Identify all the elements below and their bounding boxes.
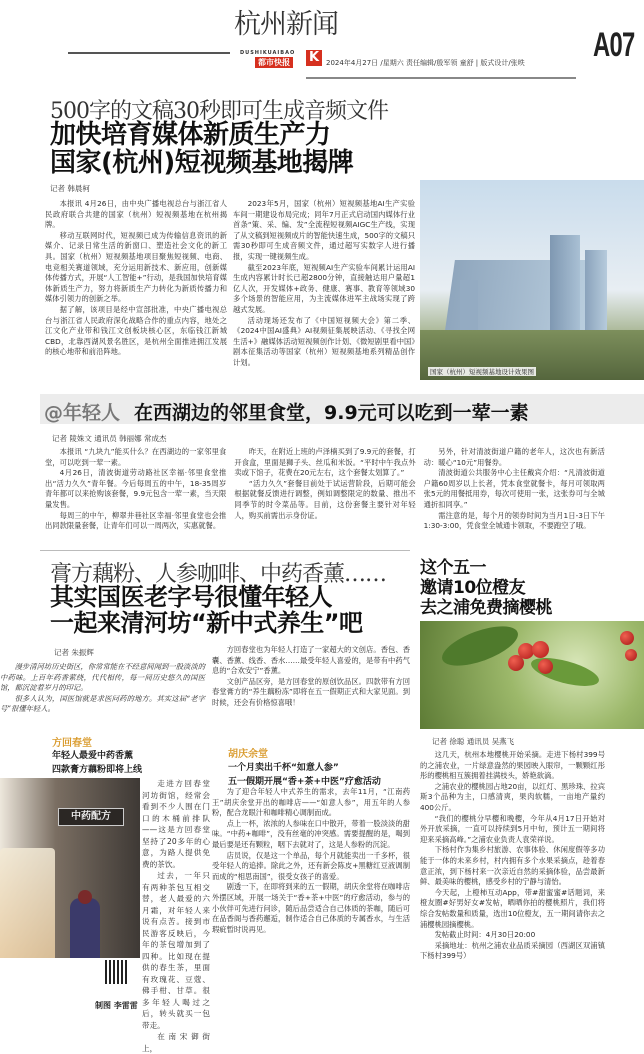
subheading: 四款膏方藕粉即将上线 [52, 765, 143, 775]
topic-tag: @年轻人 [44, 402, 121, 424]
paragraph: 走进方回春堂河坊街馆，经常会看到不少人围在门口的木桶前排队——这是方回春堂坚持了20多年的心意，为路人提供免费的茶饮。 [142, 779, 210, 869]
paragraph: 每周三的中午，柳翠井巷社区幸福·邻里食堂也会推出同款限量套餐，让青年们可以一周两次，实惠就餐。 [45, 510, 227, 531]
headline: 去之浦免费摘樱桃 [420, 598, 552, 618]
intro [0, 662, 205, 715]
paragraph: 下杨村作为集乡村旅游、农事体验、休闲度假等多功能于一体的未来乡村，村内拥有多个水果采摘点，趁着春意正浓，到下杨村来一次亲近自然的采摘体验，品尝最新鲜、最美味的樱桃，感受乡村的宁静与清怡。 [420, 845, 605, 887]
photo-caption: 国家（杭州）短视频基地设计效果图 [430, 368, 534, 376]
paragraph: 移动互联网时代，短视频已成为传输信息资讯的新媒介、记录日常生活的新窗口、塑造社会文化的新工具。国家（杭州）短视频基地项目聚焦短视频、电商、电竞相关赛道领域，充分运用新技术、新应用，创新媒体传播方式，开展“人工智能+”行动，是我国加快培育媒体新质生产力，努力将新质生产力转化为新质传播力和媒体引领力的创新之举。 [45, 230, 227, 304]
paragraph: 剧透一下，在即将到来的五一假期，胡庆余堂将在咖啡店外摆区域，开展一场关于“香+茶+中医”的疗愈活动，参与的小伙伴可先进行问诊，随后品尝适合自己体质的茶咖，随后可在品香阁与香药邂逅，制作适合自己体质的专属香水，与生活瑕疵暂时说再见。 [212, 882, 410, 934]
paragraph: 为了迎合年轻人中式养生的需求，去年11月，“江南药王”胡庆余堂开出的咖啡店——“如意人参”，用五年的人参粉，配合龙眼汁和咖啡精心调制而成。 [212, 787, 410, 818]
paragraph: “活力久久”套餐目前处于试运营阶段，后期可能会根据就餐反馈进行调整，例如调整限定的数量、推出不同季节的时令菜品等。目前，这份套餐主要针对年轻人，购买前需出示身份证。 [234, 478, 416, 520]
headline: 这个五一 [420, 558, 486, 578]
tcm-shop-photo [0, 778, 140, 996]
paragraph: 漫步清河坊历史街区，你常常能在不经意间闻到一股淡淡的中药味。上百年药香萦绕，代代相传，每一间历史悠久的国医馆，都沉淀着岁月的印记。 [0, 662, 205, 693]
divider [40, 550, 410, 551]
byline: 记者 朱振辉 [54, 648, 94, 657]
logo-cn: 都市快报 [255, 57, 293, 68]
section-label: 方回春堂 [52, 738, 92, 749]
paragraph: 文创产品区旁，是方回春堂的原创饮品区。四款带有方回春堂膏方的“养生藕粉冻”即将在五一假期正式和大家见面。到时候，还会有价格惊喜哦！ [212, 676, 410, 707]
kicker: 500字的文稿30秒即可生成音频文件 [50, 99, 388, 124]
paragraph: 采摘地址：杭州之浦农业品质采摘园（西湖区双浦镇下杨村399号） [420, 940, 605, 961]
paragraph: 需注意的是，每个月的领券时间为当月1日-3日下午1:30-3:00，凭食堂全城通卡领取，不要跑空了哦。 [423, 510, 605, 531]
paragraph: 2023年5月，国家（杭州）短视频基地AI生产实验车间一期建设布局完成；同年7月正式启动国内媒体行业首条“策、采、编、发”全流程短视频AIGC生产线，实现了从文稿到短视频成片的智能快速生成，500字的文稿只需30秒即可生成音频文件，通过超写实数字人进行播报，实现一键视频生成。 [233, 199, 415, 261]
paragraph: 方回春堂也为年轻人打造了一家超大的文创店。香包、香囊、香薰、线香、香水……最受年轻人喜爱的，是带有中药气息的“合欢安宁”香薰。 [212, 645, 410, 676]
paragraph: 本报讯 4月26日，由中央广播电视总台与浙江省人民政府联合共建的国家（杭州）短视频基地在杭州揭牌。 [45, 199, 227, 230]
divider [68, 52, 230, 54]
paragraph: 4月26日，清波街道劳动路社区幸福·邻里食堂推出“活力久久”青年餐。今后每周五的中午，18-35周岁青年都可以来抢购该套餐，9.9元包含一荤一素，当天限量发售。 [45, 468, 227, 509]
byline: 记者 韩晨柯 [50, 184, 90, 193]
paragraph: 很多人认为，国医馆就是求医问药的地方。其实这届“老字号”很懂年轻人。 [0, 693, 205, 714]
paragraph: 清波街道公共服务中心主任戴宾介绍：“凡清波街道户籍60周岁以上长者，凭本食堂就餐卡，每月可领取两张5元的用餐抵用券，每次可使用一张，这张券可与全城通折扣同享。” [423, 468, 605, 509]
article-body [142, 778, 210, 1053]
paragraph: 发帖截止时间：4月30日20:00 [434, 930, 536, 940]
subheading: 一个月卖出千杯“如意人参” [228, 763, 339, 773]
shop-sign: 中药配方 [58, 808, 124, 826]
section-title: 杭州新闻 [234, 9, 338, 40]
paragraph: 今天起，上橙柿互动App，带#甜蜜蜜#话题词，来橙友圈#好男好女#发帖，晒晒你拍的樱桃照片，我们将综合发帖数量和质量，选出10位橙友，五一期间请你去之浦樱桃园摘樱桃。 [420, 887, 605, 929]
byline: 记者 陵姝文 通讯员 韩丽娜 常成杰 [52, 434, 167, 443]
paragraph: 过去，一年只有两种茶包互相交替，老人最爱的六月霜，对年轻人来说有点苦。接到市民游客反映后，今年的茶包增加到了四种。比如现在提供的春生茶，里面有玫瑰花、豆蔻、佛手柑、甘草。很多年轻人喝过之后，转头就买一包带走。 [142, 871, 210, 1030]
article-body [45, 447, 605, 547]
subheading: 年轻人最爱中药香薰 [52, 751, 134, 761]
issue-meta: 2024年4月27日 /星期六 责任编辑/殷军领 童舒 | 版式设计/张昳 [326, 59, 525, 67]
paragraph: “我们的樱桃分早樱和晚樱，今年从4月17日开始对外开放采摘，一直可以持续到5月中旬，预计五一期间将迎来采摘高峰。”之浦农业负责人袁荣祥说。 [420, 813, 605, 844]
image-credit: 制图 李雷雷 [95, 1001, 138, 1010]
article-body [212, 787, 410, 935]
headline: 其实国医老字号很懂年轻人 [50, 583, 332, 611]
headline: 在西湖边的邻里食堂，9.9元可以吃到一荤一素 [134, 402, 529, 424]
article-body [212, 645, 410, 709]
byline: 记者 徐聪 通讯员 吴燕飞 [432, 737, 515, 746]
headline: 加快培育媒体新质生产力 [50, 120, 331, 150]
paragraph: 这几天，杭州本地樱桃开始采摘。走进下杨村399号的之浦农业，一片绿意盎然的果园映入眼帘，一颗颗红彤彤的樱桃相互簇拥着挂满枝头，娇艳欲滴。 [420, 750, 605, 781]
divider [306, 77, 576, 79]
headline: 一起来清河坊“新中式养生”吧 [50, 609, 363, 637]
paragraph: 点上一杯，浓浓的人参味在口中散开，带着一股淡淡的甜味。“中药+咖啡”，没有丝毫的冲突感。需要提醒的是，喝到最后要是还有颗粒，咽下去就对了，这是人参粉的沉淀。 [212, 818, 410, 849]
building-rendering-photo [420, 180, 644, 380]
k-logo-icon: K [306, 50, 322, 66]
paragraph: 在南宋御街上， [142, 1032, 210, 1053]
cherry-photo [420, 621, 644, 729]
kicker: 膏方藕粉、人参咖啡、中药香薰…… [50, 562, 387, 587]
paragraph: 截至2023年底，短视频AI生产实验车间累计运用AI生成内容累计时长已超2800分钟，直接触达用户量超1亿人次，开发媒体+政务、健康、赛事、教育等领域30多个场景的智能应用，为主流媒体进军主战场实现了跨越式发展。 [233, 262, 415, 314]
logo-en: DUSHIKUAIBAO [240, 50, 296, 56]
headline: 国家(杭州)短视频基地揭牌 [50, 148, 354, 178]
qr-code[interactable] [105, 960, 129, 984]
page-number: A07 [593, 26, 635, 64]
paragraph: 活动现场还发布了《中国短视频大会》第二季、《2024中国AI盛典》AI视频征集展映活动、《寻找全网生活+》融媒体活动短视频创作计划、《微短剧里看中国》剧本征集活动等国家（杭州）短视频基地系列精品创作计划。 [233, 315, 415, 367]
paragraph: 店员说，仅是这一个单品，每个月就能卖出一千多杯，很受年轻人的追捧。除此之外，还有新会陈皮+黑糖红豆液调制而成的“相思南国”，很受女孩子的喜爱。 [212, 850, 410, 881]
headline: 邀请10位橙友 [420, 578, 526, 598]
subheading: 五一假期开展“香+茶+中医”疗愈活动 [228, 777, 381, 787]
paragraph: 本报讯 “九块九”能买什么？在西湖边的一家邻里食堂，可以吃到一荤一素。 [45, 447, 227, 467]
section-label: 胡庆余堂 [228, 749, 268, 760]
article-body [45, 199, 415, 384]
paragraph: 昨天，在附近上班的卢泽楠买到了9.9元的套餐，打开食盒，里面是狮子头、丝瓜和米饭。“平时中午我点外卖或下馆子，花费在20元左右，这个套餐太划算了。” [234, 447, 416, 478]
paragraph: 之浦农业的樱桃园占地20亩，以红灯、黑珍珠、拉宾斯3个品种为主，口感清爽，果肉软糯，一亩地产量约400公斤。 [420, 781, 605, 812]
article-body [420, 750, 605, 962]
paragraph: 据了解，该项目是经中宣部批准，中央广播电视总台与浙江省人民政府深化战略合作的重点内容，地处之江文化产业带和钱江文创板块核心区，东临钱江新城CBD，北靠西湖风景名胜区，是杭州全面推进拥江发展的核心地带和前沿阵地。 [45, 304, 227, 357]
paragraph: 另外，针对清波街道户籍的老年人，这次也有新活动：暖心“10元”用餐券。 [423, 447, 605, 467]
